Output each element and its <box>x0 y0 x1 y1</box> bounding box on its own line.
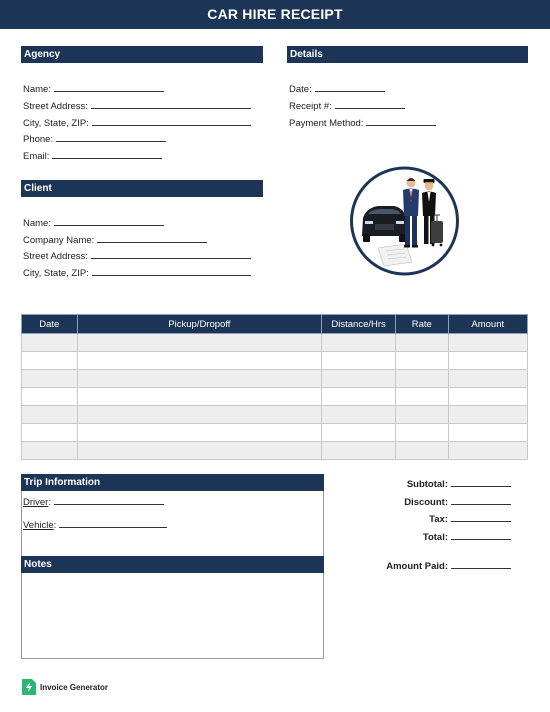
cell-amount[interactable] <box>448 334 527 352</box>
table-row <box>22 388 528 406</box>
tax-field[interactable] <box>429 512 511 526</box>
page-title: CAR HIRE RECEIPT <box>0 0 550 29</box>
amount-paid-field[interactable] <box>386 559 511 573</box>
amount-paid-label: Amount Paid: <box>386 561 448 572</box>
table-row <box>22 442 528 460</box>
notes-header: Notes <box>21 556 324 573</box>
subtotal-field[interactable] <box>407 477 511 491</box>
driver-label: Driver <box>23 497 49 508</box>
cell-pickup[interactable] <box>77 352 322 370</box>
col-pickup-header: Pickup/Dropoff <box>77 315 322 334</box>
cell-date[interactable] <box>22 442 78 460</box>
cell-distance[interactable] <box>322 334 396 352</box>
col-distance-header: Distance/Hrs <box>322 315 396 334</box>
agency-city-field[interactable] <box>23 116 251 129</box>
cell-distance[interactable] <box>322 370 396 388</box>
table-header-row <box>22 315 528 334</box>
cell-rate[interactable] <box>395 424 448 442</box>
cell-pickup[interactable] <box>77 424 322 442</box>
cell-rate[interactable] <box>395 334 448 352</box>
cell-pickup[interactable] <box>77 370 322 388</box>
details-date-label: Date: <box>289 84 312 95</box>
client-name-field[interactable] <box>23 216 164 229</box>
agency-city-label: City, State, ZIP: <box>23 118 89 129</box>
agency-name-field[interactable] <box>23 82 164 95</box>
cell-pickup[interactable] <box>77 334 322 352</box>
details-receipt-label: Receipt #: <box>289 101 332 112</box>
cell-amount[interactable] <box>448 442 527 460</box>
agency-street-field[interactable] <box>23 99 251 112</box>
cell-distance[interactable] <box>322 424 396 442</box>
details-payment-label: Payment Method: <box>289 118 364 129</box>
table-row <box>22 424 528 442</box>
cell-pickup[interactable] <box>77 442 322 460</box>
table-row <box>22 352 528 370</box>
agency-phone-field[interactable] <box>23 132 166 145</box>
details-header: Details <box>287 46 528 63</box>
invoice-generator-brand[interactable]: Invoice Generator <box>40 683 109 692</box>
table-row <box>22 334 528 352</box>
cell-rate[interactable] <box>395 370 448 388</box>
driver-field[interactable]: Driver: <box>23 495 164 508</box>
agency-name-label: Name: <box>23 84 51 95</box>
cell-date[interactable] <box>22 406 78 424</box>
table-row <box>22 370 528 388</box>
trip-info-header: Trip Information <box>21 474 324 491</box>
col-rate-header: Rate <box>395 315 448 334</box>
invoice-generator-logo-icon <box>22 679 36 695</box>
cell-pickup[interactable] <box>77 406 322 424</box>
client-city-label: City, State, ZIP: <box>23 268 89 279</box>
tax-label: Tax: <box>429 514 448 525</box>
details-date-field[interactable] <box>289 82 385 95</box>
agency-email-label: Email: <box>23 151 50 162</box>
discount-field[interactable] <box>404 495 511 509</box>
vehicle-field[interactable]: Vehicle: <box>23 518 167 531</box>
cell-amount[interactable] <box>448 388 527 406</box>
cell-distance[interactable] <box>322 442 396 460</box>
vehicle-label: Vehicle <box>23 520 54 531</box>
client-street-field[interactable] <box>23 249 251 262</box>
cell-amount[interactable] <box>448 370 527 388</box>
client-name-label: Name: <box>23 218 51 229</box>
client-header: Client <box>21 180 263 197</box>
cell-rate[interactable] <box>395 406 448 424</box>
details-receipt-field[interactable] <box>289 99 405 112</box>
table-row <box>22 406 528 424</box>
cell-amount[interactable] <box>448 424 527 442</box>
agency-phone-label: Phone: <box>23 134 54 145</box>
cell-distance[interactable] <box>322 352 396 370</box>
client-street-label: Street Address: <box>23 251 88 262</box>
total-label: Total: <box>422 532 448 543</box>
cell-rate[interactable] <box>395 352 448 370</box>
agency-header: Agency <box>21 46 263 63</box>
client-company-label: Company Name: <box>23 235 95 246</box>
cell-date[interactable] <box>22 352 78 370</box>
cell-amount[interactable] <box>448 406 527 424</box>
line-items-table <box>21 314 528 460</box>
total-field[interactable] <box>423 530 511 544</box>
cell-date[interactable] <box>22 388 78 406</box>
discount-label: Discount: <box>404 497 448 508</box>
cell-distance[interactable] <box>322 406 396 424</box>
cell-date[interactable] <box>22 424 78 442</box>
agency-email-field[interactable] <box>23 149 162 162</box>
client-city-field[interactable] <box>23 266 251 279</box>
agency-street-label: Street Address: <box>23 101 88 112</box>
cell-date[interactable] <box>22 334 78 352</box>
subtotal-label: Subtotal: <box>406 479 448 490</box>
cell-distance[interactable] <box>322 388 396 406</box>
cell-rate[interactable] <box>395 388 448 406</box>
cell-pickup[interactable] <box>77 388 322 406</box>
cell-date[interactable] <box>22 370 78 388</box>
client-company-field[interactable] <box>23 233 207 246</box>
cell-rate[interactable] <box>395 442 448 460</box>
car-chauffeur-illustration <box>348 166 461 276</box>
details-payment-field[interactable] <box>289 116 436 129</box>
col-amount-header: Amount <box>448 315 527 334</box>
cell-amount[interactable] <box>448 352 527 370</box>
col-date-header: Date <box>22 315 78 334</box>
